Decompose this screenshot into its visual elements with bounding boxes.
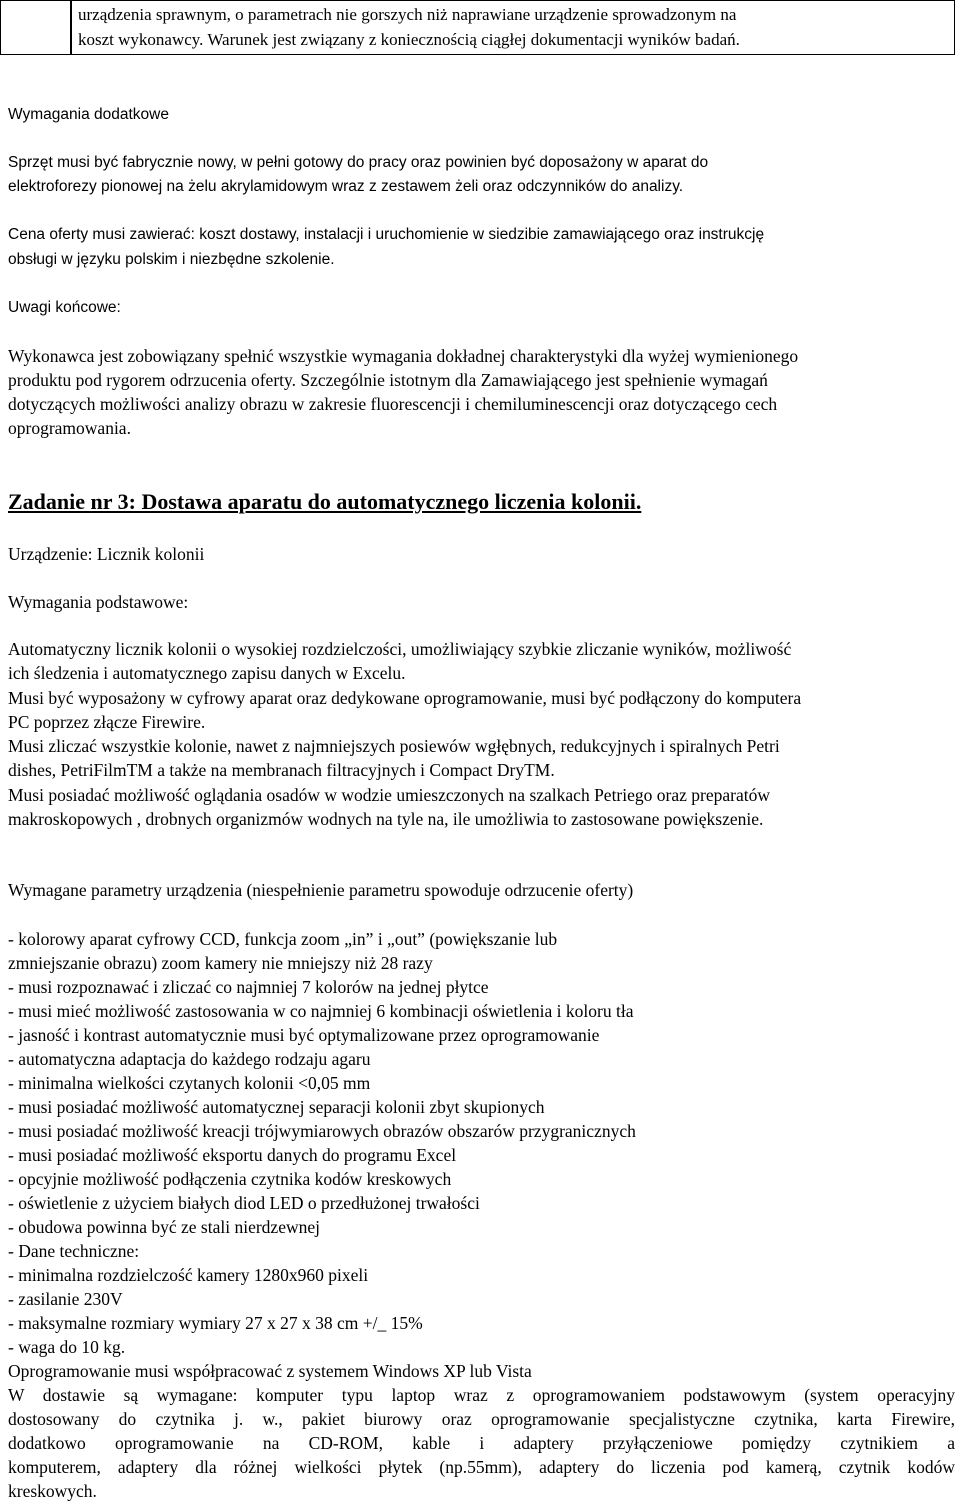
param-line: - musi posiadać możliwość automatycznej separacji kolonii zbyt skupionych	[8, 1097, 545, 1117]
param-line: - maksymalne rozmiary wymiary 27 x 27 x 38 cm +/_ 15%	[8, 1313, 423, 1333]
final-notes-line-2: produktu pod rygorem odrzucenia oferty. Szczególnie istotnym dla Zamawiającego jest spełnienie wymagań	[8, 370, 768, 390]
param-line: zmniejszanie obrazu) zoom kamery nie mniejszy niż 28 razy	[8, 953, 433, 973]
additional-p2-line-1: Cena oferty musi zawierać: koszt dostawy, instalacji i uruchomienie w siedzibie zamawiającego oraz instrukcję	[8, 226, 765, 243]
table-cell-line-2: koszt wykonawcy. Warunek jest związany z koniecznością ciągłej dokumentacji wyników badań.	[78, 30, 740, 49]
table-cell-line-1: urządzenia sprawnym, o parametrach nie gorszych niż naprawiane urządzenie sprowadzonym na	[78, 5, 737, 24]
param-line: - zasilanie 230V	[8, 1289, 123, 1309]
final-notes-line-3: dotyczących możliwości analizy obrazu w zakresie fluorescencji i chemiluminescencji oraz dotyczącego cech	[8, 394, 778, 414]
delivery-line-3: dodatkowo oprogramowanie na CD-ROM, kable i adaptery przyłączeniowe pomiędzy czytnikiem a	[8, 1433, 955, 1453]
param-line: - opcyjnie możliwość podłączenia czytnika kodów kreskowych	[8, 1169, 452, 1189]
device-name: Urządzenie: Licznik kolonii	[8, 544, 205, 564]
basic-line-7: Musi posiadać możliwość oglądania osadów w wodzie umieszczonych na szalkach Petriego oraz preparatów	[8, 785, 770, 805]
param-line: - musi posiadać możliwość eksportu danych do programu Excel	[8, 1145, 457, 1165]
param-line: - musi rozpoznawać i zliczać co najmniej 7 kolorów na jednej płytce	[8, 977, 489, 997]
param-line: - automatyczna adaptacja do każdego rodzaju agaru	[8, 1049, 371, 1069]
param-line: - jasność i kontrast automatycznie musi być optymalizowane przez oprogramowanie	[8, 1025, 600, 1045]
final-notes-title: Uwagi końcowe:	[8, 299, 121, 316]
additional-p1-line-1: Sprzęt musi być fabrycznie nowy, w pełni gotowy do pracy oraz powinien być doposażony w aparat do	[8, 154, 709, 171]
basic-requirements-title: Wymagania podstawowe:	[8, 592, 189, 612]
task-3-heading: Zadanie nr 3: Dostawa aparatu do automatycznego liczenia kolonii.	[8, 489, 642, 514]
param-line: - oświetlenie z użyciem białych diod LED o przedłużonej trwałości	[8, 1193, 480, 1213]
final-notes-line-1: Wykonawca jest zobowiązany spełnić wszystkie wymagania dokładnej charakterystyki dla wyżej wymienionego	[8, 346, 799, 366]
param-line: - Dane techniczne:	[8, 1241, 140, 1261]
basic-line-8: makroskopowych , drobnych organizmów wodnych na tyle na, ile umożliwia to zastosowane powiększenie.	[8, 809, 764, 829]
additional-p2-line-2: obsługi w języku polskim i niezbędne szkolenie.	[8, 251, 335, 268]
params-title: Wymagane parametry urządzenia (niespełnienie parametru spowoduje odrzucenie oferty)	[8, 880, 634, 900]
param-line: - minimalna rozdzielczość kamery 1280x960 pixeli	[8, 1265, 369, 1285]
basic-line-5: Musi zliczać wszystkie kolonie, nawet z najmniejszych posiewów wgłębnych, redukcyjnych i spiralnych Petri	[8, 736, 780, 756]
param-line: Oprogramowanie musi współpracować z systemem Windows XP lub Vista	[8, 1361, 532, 1381]
basic-line-1: Automatyczny licznik kolonii o wysokiej rozdzielczości, umożliwiający szybkie zliczanie wyników, możliwość	[8, 639, 792, 659]
additional-requirements-title: Wymagania dodatkowe	[8, 106, 169, 123]
delivery-line-4: komputerem, adaptery dla różnej wielkości płytek (np.55mm), adaptery do liczenia pod kamerą, czytnik kodów	[8, 1457, 955, 1477]
table-column-divider	[70, 0, 72, 55]
basic-line-3: Musi być wyposażony w cyfrowy aparat oraz dedykowane oprogramowanie, musi być podłączony do komputera	[8, 688, 802, 708]
param-line: - musi posiadać możliwość kreacji trójwymiarowych obrazów obszarów przygranicznych	[8, 1121, 636, 1141]
final-notes-line-4: oprogramowania.	[8, 418, 131, 438]
param-line: - obudowa powinna być ze stali nierdzewnej	[8, 1217, 320, 1237]
delivery-line-1: W dostawie są wymagane: komputer typu laptop wraz z oprogramowaniem podstawowym (system operacyjny	[8, 1385, 955, 1405]
delivery-line-5: kreskowych.	[8, 1481, 97, 1501]
basic-line-4: PC poprzez złącze Firewire.	[8, 712, 206, 732]
basic-line-2: ich śledzenia i automatycznego zapisu danych w Excelu.	[8, 663, 406, 683]
param-line: - minimalna wielkości czytanych kolonii <0,05 mm	[8, 1073, 371, 1093]
basic-line-6: dishes, PetriFilmTM a także na membranach filtracyjnych i Compact DryTM.	[8, 760, 555, 780]
param-line: - kolorowy aparat cyfrowy CCD, funkcja zoom „in” i „out” (powiększanie lub	[8, 929, 558, 949]
param-line: - musi mieć możliwość zastosowania w co najmniej 6 kombinacji oświetlenia i koloru tła	[8, 1001, 634, 1021]
delivery-line-2: dostosowany do czytnika j. w., pakiet biurowy oraz oprogramowanie specjalistyczne czytnika, karta Firewire,	[8, 1409, 955, 1429]
param-line: - waga do 10 kg.	[8, 1337, 126, 1357]
additional-p1-line-2: elektroforezy pionowej na żelu akrylamidowym wraz z zestawem żeli oraz odczynników do analizy.	[8, 178, 684, 195]
